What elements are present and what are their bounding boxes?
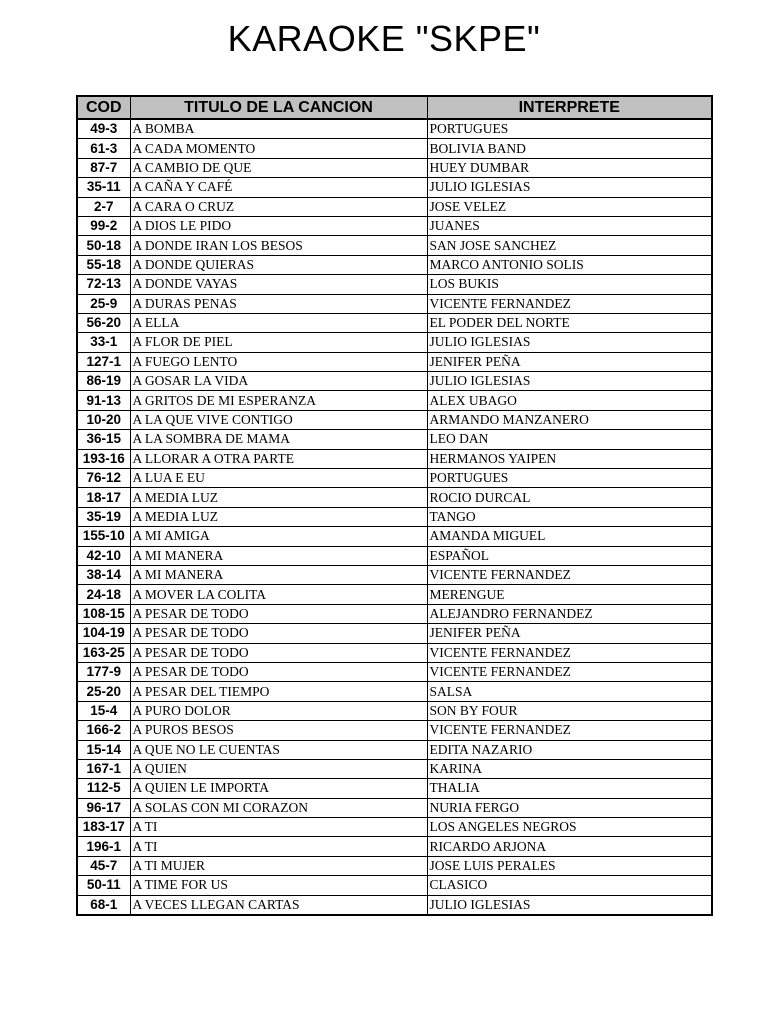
- artist-cell: HERMANOS YAIPEN: [427, 449, 712, 468]
- artist-cell: ROCIO DURCAL: [427, 488, 712, 507]
- table-row: [77, 449, 712, 468]
- table-row: [77, 139, 712, 158]
- cod-cell: 56-20: [77, 313, 130, 332]
- title-cell: A GOSAR LA VIDA: [130, 372, 427, 391]
- table-row: [77, 391, 712, 410]
- artist-cell: BOLIVIA BAND: [427, 139, 712, 158]
- cod-cell: 15-4: [77, 701, 130, 720]
- table-row: [77, 565, 712, 584]
- table-row: [77, 313, 712, 332]
- cod-cell: 87-7: [77, 158, 130, 177]
- artist-cell: KARINA: [427, 759, 712, 778]
- title-cell: A MEDIA LUZ: [130, 488, 427, 507]
- table-row: [77, 895, 712, 915]
- artist-cell: PORTUGUES: [427, 469, 712, 488]
- title-cell: A QUIEN LE IMPORTA: [130, 779, 427, 798]
- cod-cell: 15-14: [77, 740, 130, 759]
- song-rows: [77, 119, 712, 915]
- artist-cell: LEO DAN: [427, 430, 712, 449]
- cod-cell: 108-15: [77, 604, 130, 623]
- title-cell: A MEDIA LUZ: [130, 507, 427, 526]
- table-row: [77, 488, 712, 507]
- cod-cell: 196-1: [77, 837, 130, 856]
- cod-cell: 38-14: [77, 565, 130, 584]
- title-cell: A QUIEN: [130, 759, 427, 778]
- column-header-artist: INTERPRETE: [427, 96, 712, 119]
- table-row: [77, 585, 712, 604]
- artist-cell: VICENTE FERNANDEZ: [427, 565, 712, 584]
- title-cell: A LA QUE VIVE CONTIGO: [130, 410, 427, 429]
- table-row: [77, 527, 712, 546]
- cod-cell: 10-20: [77, 410, 130, 429]
- artist-cell: TANGO: [427, 507, 712, 526]
- artist-cell: JULIO IGLESIAS: [427, 333, 712, 352]
- cod-cell: 61-3: [77, 139, 130, 158]
- artist-cell: ALEX UBAGO: [427, 391, 712, 410]
- title-cell: A LA SOMBRA DE MAMA: [130, 430, 427, 449]
- title-cell: A MI AMIGA: [130, 527, 427, 546]
- table-row: [77, 178, 712, 197]
- artist-cell: EDITA NAZARIO: [427, 740, 712, 759]
- artist-cell: ALEJANDRO FERNANDEZ: [427, 604, 712, 623]
- artist-cell: MERENGUE: [427, 585, 712, 604]
- cod-cell: 24-18: [77, 585, 130, 604]
- table-row: [77, 740, 712, 759]
- title-cell: A QUE NO LE CUENTAS: [130, 740, 427, 759]
- title-cell: A CAMBIO DE QUE: [130, 158, 427, 177]
- cod-cell: 163-25: [77, 643, 130, 662]
- table-row: [77, 818, 712, 837]
- title-cell: A PESAR DE TODO: [130, 643, 427, 662]
- artist-cell: VICENTE FERNANDEZ: [427, 662, 712, 681]
- cod-cell: 127-1: [77, 352, 130, 371]
- title-cell: A PESAR DE TODO: [130, 604, 427, 623]
- table-row: [77, 236, 712, 255]
- title-cell: A FUEGO LENTO: [130, 352, 427, 371]
- table-row: [77, 856, 712, 875]
- cod-cell: 167-1: [77, 759, 130, 778]
- title-cell: A MOVER LA COLITA: [130, 585, 427, 604]
- column-header-title: TITULO DE LA CANCION: [130, 96, 427, 119]
- artist-cell: LOS BUKIS: [427, 275, 712, 294]
- artist-cell: LOS ANGELES NEGROS: [427, 818, 712, 837]
- song-table: [76, 95, 713, 916]
- table-row: [77, 158, 712, 177]
- cod-cell: 91-13: [77, 391, 130, 410]
- title-cell: A DIOS LE PIDO: [130, 216, 427, 235]
- title-cell: A BOMBA: [130, 119, 427, 139]
- cod-cell: 104-19: [77, 624, 130, 643]
- table-row: [77, 410, 712, 429]
- cod-cell: 86-19: [77, 372, 130, 391]
- cod-cell: 50-11: [77, 876, 130, 895]
- title-cell: A ELLA: [130, 313, 427, 332]
- page-title: KARAOKE "SKPE": [227, 18, 541, 59]
- title-cell: A PESAR DE TODO: [130, 624, 427, 643]
- title-cell: A PUROS BESOS: [130, 721, 427, 740]
- title-cell: A PURO DOLOR: [130, 701, 427, 720]
- cod-cell: 76-12: [77, 469, 130, 488]
- title-cell: A DONDE IRAN LOS BESOS: [130, 236, 427, 255]
- artist-cell: SAN JOSE SANCHEZ: [427, 236, 712, 255]
- table-row: [77, 759, 712, 778]
- artist-cell: CLASICO: [427, 876, 712, 895]
- artist-cell: AMANDA MIGUEL: [427, 527, 712, 546]
- cod-cell: 33-1: [77, 333, 130, 352]
- title-cell: A CAÑA Y CAFÉ: [130, 178, 427, 197]
- artist-cell: JULIO IGLESIAS: [427, 895, 712, 915]
- title-cell: A GRITOS DE MI ESPERANZA: [130, 391, 427, 410]
- artist-cell: JOSE VELEZ: [427, 197, 712, 216]
- cod-cell: 193-16: [77, 449, 130, 468]
- cod-cell: 2-7: [77, 197, 130, 216]
- table-header-row: [77, 96, 712, 119]
- cod-cell: 112-5: [77, 779, 130, 798]
- title-cell: A DURAS PENAS: [130, 294, 427, 313]
- artist-cell: ARMANDO MANZANERO: [427, 410, 712, 429]
- title-cell: A PESAR DE TODO: [130, 662, 427, 681]
- table-row: [77, 779, 712, 798]
- title-cell: A TIME FOR US: [130, 876, 427, 895]
- cod-cell: 183-17: [77, 818, 130, 837]
- table-row: [77, 352, 712, 371]
- title-cell: A DONDE QUIERAS: [130, 255, 427, 274]
- title-cell: A DONDE VAYAS: [130, 275, 427, 294]
- table-row: [77, 643, 712, 662]
- table-row: [77, 197, 712, 216]
- title-cell: A PESAR DEL TIEMPO: [130, 682, 427, 701]
- title-cell: A TI: [130, 818, 427, 837]
- cod-cell: 177-9: [77, 662, 130, 681]
- artist-cell: JENIFER PEÑA: [427, 352, 712, 371]
- table-row: [77, 682, 712, 701]
- column-header-cod: COD: [77, 96, 130, 119]
- artist-cell: JUANES: [427, 216, 712, 235]
- table-row: [77, 119, 712, 139]
- table-row: [77, 798, 712, 817]
- cod-cell: 36-15: [77, 430, 130, 449]
- artist-cell: MARCO ANTONIO SOLIS: [427, 255, 712, 274]
- artist-cell: VICENTE FERNANDEZ: [427, 721, 712, 740]
- title-cell: A LUA E EU: [130, 469, 427, 488]
- cod-cell: 50-18: [77, 236, 130, 255]
- table-row: [77, 546, 712, 565]
- title-cell: A CARA O CRUZ: [130, 197, 427, 216]
- artist-cell: JULIO IGLESIAS: [427, 372, 712, 391]
- cod-cell: 96-17: [77, 798, 130, 817]
- title-cell: A CADA MOMENTO: [130, 139, 427, 158]
- table-row: [77, 275, 712, 294]
- cod-cell: 72-13: [77, 275, 130, 294]
- table-row: [77, 469, 712, 488]
- table-row: [77, 662, 712, 681]
- artist-cell: ESPAÑOL: [427, 546, 712, 565]
- table-row: [77, 333, 712, 352]
- cod-cell: 166-2: [77, 721, 130, 740]
- table-row: [77, 294, 712, 313]
- cod-cell: 42-10: [77, 546, 130, 565]
- artist-cell: NURIA FERGO: [427, 798, 712, 817]
- table-row: [77, 876, 712, 895]
- artist-cell: JULIO IGLESIAS: [427, 178, 712, 197]
- artist-cell: JOSE LUIS PERALES: [427, 856, 712, 875]
- artist-cell: SALSA: [427, 682, 712, 701]
- artist-cell: JENIFER PEÑA: [427, 624, 712, 643]
- table-row: [77, 604, 712, 623]
- title-cell: A SOLAS CON MI CORAZON: [130, 798, 427, 817]
- cod-cell: 35-19: [77, 507, 130, 526]
- cod-cell: 49-3: [77, 119, 130, 139]
- table-row: [77, 701, 712, 720]
- table-row: [77, 624, 712, 643]
- title-cell: A FLOR DE PIEL: [130, 333, 427, 352]
- title-cell: A LLORAR A OTRA PARTE: [130, 449, 427, 468]
- cod-cell: 35-11: [77, 178, 130, 197]
- title-cell: A TI MUJER: [130, 856, 427, 875]
- cod-cell: 45-7: [77, 856, 130, 875]
- title-cell: A VECES LLEGAN CARTAS: [130, 895, 427, 915]
- cod-cell: 55-18: [77, 255, 130, 274]
- table-row: [77, 255, 712, 274]
- artist-cell: HUEY DUMBAR: [427, 158, 712, 177]
- table-row: [77, 507, 712, 526]
- artist-cell: EL PODER DEL NORTE: [427, 313, 712, 332]
- table-row: [77, 216, 712, 235]
- artist-cell: VICENTE FERNANDEZ: [427, 294, 712, 313]
- artist-cell: RICARDO ARJONA: [427, 837, 712, 856]
- title-cell: A MI MANERA: [130, 565, 427, 584]
- artist-cell: THALIA: [427, 779, 712, 798]
- cod-cell: 25-9: [77, 294, 130, 313]
- table-row: [77, 372, 712, 391]
- cod-cell: 68-1: [77, 895, 130, 915]
- cod-cell: 18-17: [77, 488, 130, 507]
- artist-cell: PORTUGUES: [427, 119, 712, 139]
- cod-cell: 155-10: [77, 527, 130, 546]
- artist-cell: VICENTE FERNANDEZ: [427, 643, 712, 662]
- table-row: [77, 430, 712, 449]
- title-cell: A TI: [130, 837, 427, 856]
- artist-cell: SON BY FOUR: [427, 701, 712, 720]
- title-cell: A MI MANERA: [130, 546, 427, 565]
- table-row: [77, 837, 712, 856]
- cod-cell: 99-2: [77, 216, 130, 235]
- cod-cell: 25-20: [77, 682, 130, 701]
- table-row: [77, 721, 712, 740]
